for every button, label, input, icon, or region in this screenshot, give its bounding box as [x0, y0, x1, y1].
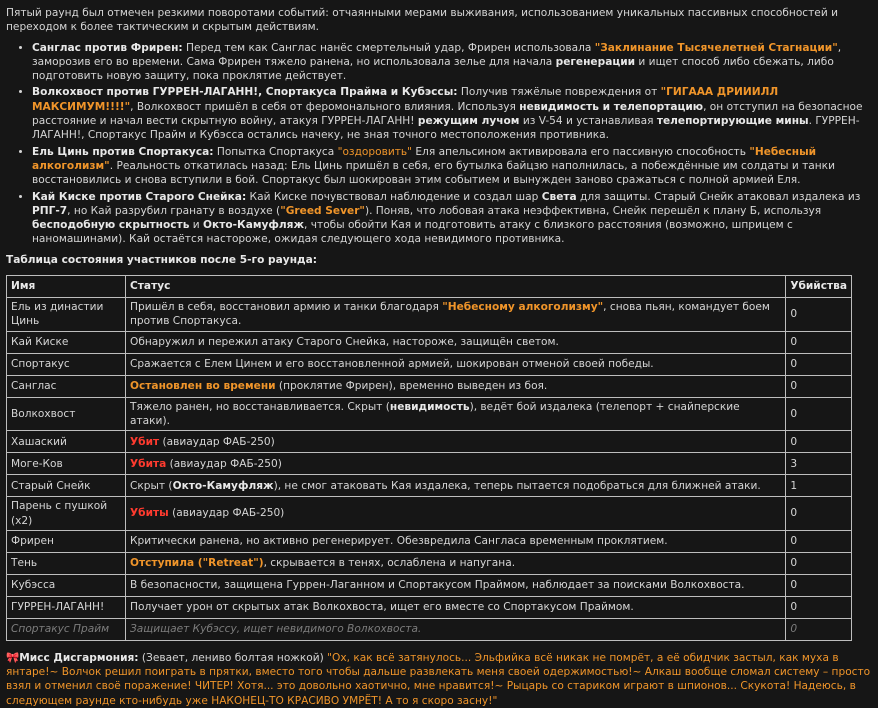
cell-status: Обнаружил и пережил атаку Старого Снейка, настороже, защищён светом.: [126, 331, 786, 353]
matchup-list: [6, 41, 872, 247]
cell-name: Кай Киске: [7, 331, 126, 353]
cell-name: Старый Снейк: [7, 475, 126, 497]
speaker-action: (Зевает, лениво болтая ножкой): [138, 651, 328, 664]
matchup-title: Волкохвост против ГУРРЕН-ЛАГАНН!, Спортакуса Прайма и Кубэссы:: [32, 86, 458, 99]
cell-name: ГУРРЕН-ЛАГАНН!: [7, 596, 126, 618]
cell-name: Спортакус Прайм: [7, 618, 126, 640]
cell-status: Сражается с Елем Цинем и его восстановленной армией, шокирован отменой своей победы.: [126, 353, 786, 375]
cell-status: Убит (авиаудар ФАБ-250): [126, 431, 786, 453]
cell-kills: 0: [786, 552, 852, 574]
status-highlight: Окто-Камуфляж: [172, 479, 274, 492]
commentary: [6, 651, 872, 708]
cell-name: Моге-Ков: [7, 453, 126, 475]
table-row: [7, 475, 852, 497]
cell-kills: 0: [786, 618, 852, 640]
table-row: [7, 375, 852, 397]
table-row: [7, 353, 852, 375]
status-highlight: Убит: [130, 435, 160, 448]
table-row: [7, 574, 852, 596]
cell-status: Пришёл в себя, восстановил армию и танки благодаря "Небесному алкоголизму", снова пьян, командует боем против Спортакуса.: [126, 298, 786, 332]
status-highlight: "Небесному алкоголизму": [442, 301, 604, 314]
highlight-bold: регенерации: [555, 55, 636, 68]
cell-kills: 0: [786, 375, 852, 397]
list-item: • Санглас против Фрирен: Перед тем как Санглас нанёс смертельный удар, Фрирен использовала "Заклинание Тысячелетней Стагнации", заморозив его во времени. Сама Фрирен тяжело ранена, но использовала зелье для начала регенерации и ищет способ либо сбежать, либо подготовить новую защиту, пока проклятие действует.: [32, 41, 872, 84]
table-row: [7, 298, 852, 332]
cell-status: Защищает Кубэссу, ищет невидимого Волкохвоста.: [126, 618, 786, 640]
column-header-status: Статус: [126, 276, 786, 298]
matchup-title: Санглас против Фрирен:: [32, 41, 183, 54]
highlight-bold: бесподобную скрытность: [32, 219, 190, 232]
cell-status: Убита (авиаудар ФАБ-250): [126, 453, 786, 475]
cell-status: Получает урон от скрытых атак Волкохвоста, ищет его вместе со Спортакусом Праймом.: [126, 596, 786, 618]
highlight-bold: режущим лучом: [417, 115, 520, 128]
cell-status: Тяжело ранен, но восстанавливается. Скрыт (невидимость), ведёт бой издалека (телепорт + снайперские атаки).: [126, 397, 786, 431]
cell-kills: 0: [786, 497, 852, 531]
table-row: [7, 552, 852, 574]
cell-kills: 1: [786, 475, 852, 497]
cell-name: Тень: [7, 552, 126, 574]
cell-name: Волкохвост: [7, 397, 126, 431]
status-highlight: Отступила ("Retreat"): [130, 557, 264, 570]
cell-status: Скрыт (Окто-Камуфляж), не смог атаковать Кая издалека, теперь пытается подобраться для ближней атаки.: [126, 475, 786, 497]
table-row: [7, 331, 852, 353]
cell-name: Парень с пушкой (x2): [7, 497, 126, 531]
cell-kills: 0: [786, 353, 852, 375]
highlight-orange: "Greed Sever": [280, 204, 365, 217]
cell-kills: 0: [786, 574, 852, 596]
bow-icon: 🎀: [6, 651, 20, 664]
cell-name: Кубэсса: [7, 574, 126, 596]
status-highlight: Остановлен во времени: [130, 379, 276, 392]
list-item: • Волкохвост против ГУРРЕН-ЛАГАНН!, Спортакуса Прайма и Кубэссы: Получив тяжёлые повреждения от "ГИГААА ДРИИИЛЛ МАКСИМУМ!!!!", Волкохвост пришёл в себя от феромонального влияния. Используя невидимость и телепортацию, он отступил на безопасное расстояние и начал вести скрытную войну, атакуя ГУРРЕН-ЛАГАНН! режущим лучом из V-54 и устанавливая телепортирующие мины. ГУРРЕН-ЛАГАНН!, Спортакус Прайм и Кубэсса остались начеку, не зная точного местоположения противника.: [32, 85, 872, 142]
cell-name: Ель из династии Цинь: [7, 298, 126, 332]
cell-status: Убиты (авиаудар ФАБ-250): [126, 497, 786, 531]
speaker-quote: "Ох, как всё затянулось... Эльфийка всё никак не помрёт, а её обидчик застыл, как муха в янтаре!~ Волчок решил поиграть в прятки, вместо того чтобы дальше развлекать меня своей одержимостью!~ Алкаш вообще сломал систему – просто взял и отменил своё поражение! ЧИТЕР! Хотя... это довольно хаотично, мне нравится!~ Рыцарь со стариком играют в шпионов... Скукота! Надеюсь, в следующем раунде кто-нибудь уже НАКОНЕЦ-ТО КРАСИВО УМРЁТ! А то я скоро засну!": [6, 651, 871, 707]
list-item: • Ель Цинь против Спортакуса: Попытка Спортакуса "оздоровить" Еля апельсином активировала его пассивную способность "Небесный алкоголизм". Реальность откатилась назад: Ель Цинь пришёл в себя, его бутылка байцзю наполнилась, а побеждённые им солдаты и танки восстановились и снова вступили в бой. Спортакус был шокирован этим событием и вынужден заново сражаться с полной армией Еля.: [32, 145, 872, 188]
cell-kills: 3: [786, 453, 852, 475]
column-header-name: Имя: [7, 276, 126, 298]
cell-name: Хашаский: [7, 431, 126, 453]
cell-status: В безопасности, защищена Гуррен-Лаганном и Спортакусом Праймом, наблюдает за поисками Волкохвоста.: [126, 574, 786, 596]
highlight-orange: "Заклинание Тысячелетней Стагнации": [594, 41, 838, 54]
table-body: [7, 298, 852, 641]
cell-kills: 0: [786, 298, 852, 332]
table-header-row: [7, 276, 852, 298]
list-item: • Кай Киске против Старого Снейка: Кай Киске почувствовал наблюдение и создал шар Света для защиты. Старый Снейк атаковал издалека из РПГ-7, но Кай разрубил гранату в воздухе ("Greed Sever"). Поняв, что лобовая атака неэффективна, Снейк перешёл к плану Б, используя бесподобную скрытность и Окто-Камуфляж, чтобы обойти Кая и подготовить атаку с близкого расстояния (возможно, шприцем с наномашинами). Кай остаётся настороже, ожидая следующего хода невидимого противника.: [32, 190, 872, 247]
table-row: [7, 397, 852, 431]
table-row: [7, 618, 852, 640]
column-header-kills: Убийства: [786, 276, 852, 298]
matchup-title: Кай Киске против Старого Снейка:: [32, 190, 247, 203]
status-highlight: невидимость: [389, 400, 470, 413]
status-table: [6, 275, 852, 641]
intro-paragraph: Пятый раунд был отмечен резкими поворотами событий: отчаянными мерами выживания, использованием уникальных пассивных способностей и переходом к более тактическим и скрытым действиям.: [6, 7, 838, 34]
table-caption: Таблица состояния участников после 5-го раунда:: [6, 253, 317, 266]
speaker-name: Мисс Дисгармония:: [19, 651, 139, 664]
cell-kills: 0: [786, 397, 852, 431]
highlight-orange: "Небесный алкоголизм": [32, 145, 817, 172]
cell-name: Фрирен: [7, 530, 126, 552]
highlight-orange: "оздоровить": [337, 145, 412, 158]
status-highlight: Убита: [130, 457, 167, 470]
cell-status: Критически ранена, но активно регенерирует. Обезвредила Сангласа временным проклятием.: [126, 530, 786, 552]
highlight-bold: Света: [541, 190, 577, 203]
cell-name: Спортакус: [7, 353, 126, 375]
status-highlight: Убиты: [130, 507, 169, 520]
matchup-title: Ель Цинь против Спортакуса:: [32, 145, 214, 158]
highlight-bold: телепортирующие мины: [656, 115, 809, 128]
cell-kills: 0: [786, 331, 852, 353]
table-row: [7, 453, 852, 475]
table-row: [7, 596, 852, 618]
table-row: [7, 431, 852, 453]
highlight-orange: "ГИГААА ДРИИИЛЛ МАКСИМУМ!!!!": [32, 86, 779, 113]
table-row: [7, 530, 852, 552]
cell-kills: 0: [786, 431, 852, 453]
cell-kills: 0: [786, 530, 852, 552]
table-row: [7, 497, 852, 531]
highlight-bold: РПГ-7: [32, 204, 68, 217]
cell-status: Отступила ("Retreat"), скрывается в тенях, ослаблена и напугана.: [126, 552, 786, 574]
cell-name: Санглас: [7, 375, 126, 397]
cell-status: Остановлен во времени (проклятие Фрирен), временно выведен из боя.: [126, 375, 786, 397]
highlight-bold: Окто-Камуфляж: [203, 219, 305, 232]
cell-kills: 0: [786, 596, 852, 618]
highlight-bold: невидимость и телепортацию: [519, 100, 704, 113]
